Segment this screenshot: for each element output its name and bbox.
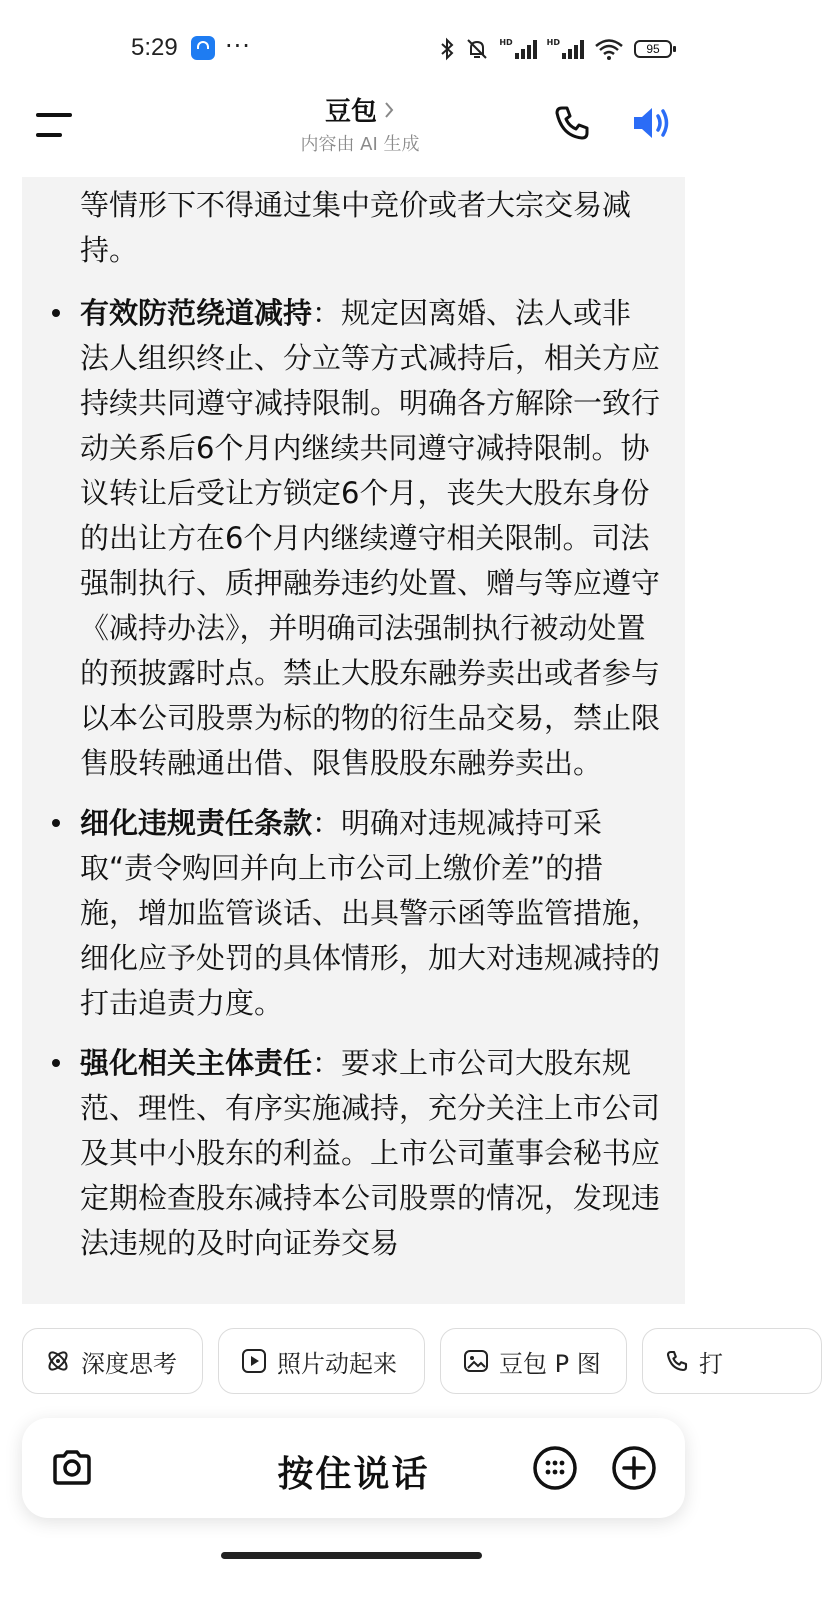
- bullet-heading: 强化相关主体责任: [80, 1046, 313, 1080]
- chip-call[interactable]: [642, 1328, 822, 1394]
- phone-icon: [665, 1349, 689, 1373]
- emoji-icon: [532, 1445, 578, 1491]
- chip-photo-edit[interactable]: [440, 1328, 627, 1394]
- bullet-dot: [52, 1059, 60, 1067]
- battery-icon: 95: [634, 40, 672, 58]
- more-notifications-icon: ···: [225, 32, 251, 60]
- emoji-button[interactable]: [532, 1445, 578, 1491]
- answer-bullet: [22, 1041, 660, 1266]
- chip-label: 照片动起来: [277, 1349, 397, 1378]
- bullet-text: ：要求上市公司大股东规范、理性、有序实施减持，充分关注上市公司及其中小股东的利益。上市公司董事会秘书应定期检查股东减持本公司股票的情况，发现违法违规的及时向证券交易: [80, 1046, 661, 1260]
- atom-icon: [45, 1348, 71, 1374]
- mute-bell-icon: [465, 37, 489, 61]
- answer-continuation-text: 等情形下不得通过集中竞价或者大宗交易减持。: [80, 188, 632, 267]
- hd-label: HD: [546, 38, 560, 47]
- plus-button[interactable]: [611, 1445, 657, 1491]
- chip-label: 打: [699, 1349, 723, 1378]
- signal-1-icon: [499, 39, 536, 59]
- answer-card: [22, 177, 685, 1304]
- hold-to-talk-button[interactable]: 按住说话: [277, 1454, 430, 1495]
- status-icons: [439, 36, 672, 62]
- chip-label: 深度思考: [81, 1349, 177, 1378]
- phone-call-button[interactable]: [552, 103, 592, 143]
- bullet-dot: [52, 309, 60, 317]
- chevron-right-icon: [383, 100, 395, 120]
- signal-2-icon: [547, 39, 584, 59]
- answer-bullet-list: [22, 291, 685, 1281]
- plus-icon: [611, 1445, 657, 1491]
- bullet-heading: 有效防范绕道减持: [80, 296, 313, 330]
- chip-animate-photo[interactable]: [218, 1328, 425, 1394]
- speaker-button[interactable]: [630, 101, 674, 145]
- wifi-icon: [594, 37, 624, 61]
- home-indicator[interactable]: [221, 1552, 482, 1559]
- bullet-dot: [52, 819, 60, 827]
- bullet-heading: 细化违规责任条款: [80, 806, 313, 840]
- title-area[interactable]: [0, 91, 720, 156]
- bullet-text: ：明确对违规减持可采取“责令购回并向上市公司上缴价差”的措施，增加监管谈话、出具警示函等监管措施，细化应予处罚的具体情形，加大对违规减持的打击追责力度。: [80, 806, 661, 1020]
- input-bar: [22, 1418, 685, 1518]
- answer-bullet: [22, 291, 660, 786]
- chip-deep-think[interactable]: [22, 1328, 203, 1394]
- suggestion-chips: [22, 1328, 723, 1396]
- chat-header: [0, 85, 720, 180]
- bot-title[interactable]: [325, 91, 395, 128]
- ai-generated-note: 内容由 AI 生成: [300, 134, 420, 155]
- bullet-text: ：规定因离婚、法人或非法人组织终止、分立等方式减持后，相关方应持续共同遵守减持限制。明确各方解除一致行动关系后6个月内继续共同遵守减持限制。协议转让后受让方锁定6个月，丧失大股东身份的出让方在6个月内继续遵守相关限制。司法强制执行、质押融券违约处置、赠与等应遵守《减持办法》，并明确司法强制执行被动处置的预披露时点。禁止大股东融券卖出或者参与以本公司股票为标的物的衍生品交易，禁止限售股转融通出借、限售股股东融券卖出。: [80, 296, 661, 780]
- phone-icon: [552, 103, 592, 143]
- image-edit-icon: [463, 1348, 489, 1374]
- answer-bullet: [22, 801, 660, 1026]
- app-notification-icon: [191, 36, 215, 60]
- bot-name: 豆包: [324, 97, 377, 127]
- hd-label: HD: [499, 38, 513, 47]
- chip-label: 豆包 P 图: [499, 1349, 601, 1378]
- play-icon: [241, 1348, 267, 1374]
- status-time: 5:29: [131, 34, 178, 61]
- speaker-icon: [630, 101, 674, 145]
- bluetooth-icon: [439, 37, 455, 61]
